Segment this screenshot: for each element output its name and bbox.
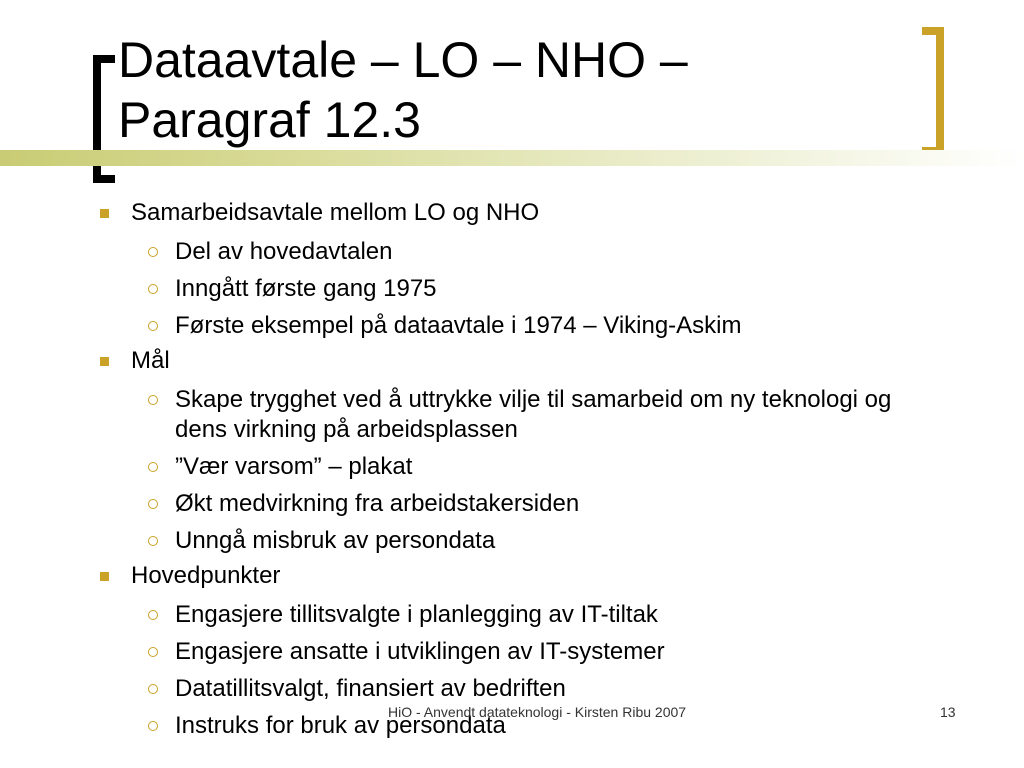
circle-bullet-icon [148,462,158,472]
bullet-text: Samarbeidsavtale mellom LO og NHO [131,199,540,226]
sub-bullet-item [96,526,895,556]
sub-bullet-text: Unngå misbruk av persondata [175,527,496,554]
sub-bullet-item [96,452,895,482]
circle-bullet-icon [148,721,158,731]
sub-bullet-text: Instruks for bruk av persondata [175,712,506,739]
slide-content [96,193,896,741]
sub-bullet-item [96,674,895,704]
sub-bullet-item [96,489,895,519]
bullet-item [96,558,896,593]
square-bullet-icon [100,357,109,366]
sub-bullet-text: ”Vær varsom” – plakat [175,453,413,480]
sub-bullet-text: Datatillitsvalgt, finansiert av bedriften [175,675,566,702]
bullet-text: Mål [131,347,170,374]
right-bracket-decoration [922,27,944,155]
circle-bullet-icon [148,610,158,620]
title-line-2: Paragraf 12.3 [118,92,421,148]
circle-bullet-icon [148,536,158,546]
page-number: 13 [940,704,956,720]
footer-text: HiO - Anvendt datateknologi - Kirsten Ribu 2007 [388,704,687,720]
bullet-text: Hovedpunkter [131,562,281,589]
bullet-item [96,195,896,230]
title-line-1: Dataavtale – LO – NHO – [118,32,688,88]
bullet-item [96,343,896,378]
sub-bullet-text: Engasjere tillitsvalgte i planlegging av IT-tiltak [175,601,658,628]
sub-bullet-item [96,600,895,630]
title-band [0,150,1024,166]
sub-bullet-text: Inngått første gang 1975 [175,275,437,302]
circle-bullet-icon [148,647,158,657]
sub-bullet-text: Skape trygghet ved å uttrykke vilje til samarbeid om ny teknologi og dens virkning på arbeidsplassen [175,386,892,443]
sub-bullet-item [96,274,895,304]
sub-bullet-item [96,637,895,667]
sub-bullet-item [96,237,895,267]
sub-bullet-text: Økt medvirkning fra arbeidstakersiden [175,490,580,517]
circle-bullet-icon [148,247,158,257]
circle-bullet-icon [148,684,158,694]
square-bullet-icon [100,209,109,218]
circle-bullet-icon [148,395,158,405]
circle-bullet-icon [148,321,158,331]
sub-bullet-text: Del av hovedavtalen [175,238,393,265]
circle-bullet-icon [148,499,158,509]
sub-bullet-text: Engasjere ansatte i utviklingen av IT-systemer [175,638,665,665]
sub-bullet-item [96,311,895,341]
sub-bullet-item [96,385,895,445]
square-bullet-icon [100,572,109,581]
circle-bullet-icon [148,284,158,294]
sub-bullet-text: Første eksempel på dataavtale i 1974 – Viking-Askim [175,312,742,339]
slide-title [118,30,918,150]
